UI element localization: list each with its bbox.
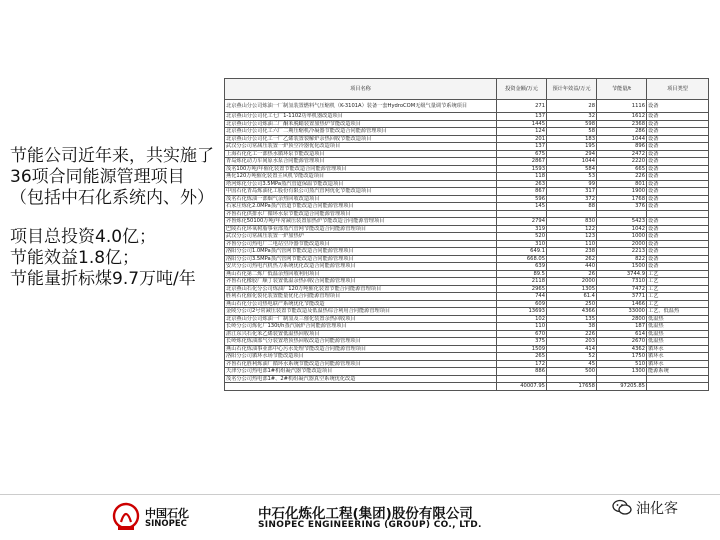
cell-energy-saving <box>597 375 647 383</box>
badge-label: 油化客 <box>636 501 678 517</box>
table-row <box>225 128 709 136</box>
cell-project-name: 齐鲁分公司热电厂二电站空冷器节能改造项目 <box>225 240 497 248</box>
cell-annual-benefit: 317 <box>547 188 597 196</box>
cell-project-type: 设备 <box>647 188 709 196</box>
cell-annual-benefit: 61.4 <box>547 293 597 301</box>
table-row <box>225 248 709 256</box>
cell-annual-benefit: 226 <box>547 330 597 338</box>
table-row <box>225 150 709 158</box>
table-row <box>225 278 709 286</box>
cell-investment: 271 <box>497 100 547 113</box>
cell-investment: 172 <box>497 360 547 368</box>
cell-project-name: 燕山石化第二炼厂低温余热回收利用项目 <box>225 270 497 278</box>
cell-investment: 145 <box>497 203 547 211</box>
cell-investment: 102 <box>497 315 547 323</box>
table-row <box>225 135 709 143</box>
cell-project-name: 北京燕山分公司炼油一厂制氢及三催化装置余热回收项目 <box>225 315 497 323</box>
summary-paragraph: 节能公司近年来，共实施了36项合同能源管理项目（包括中石化系统内、外） <box>10 146 214 208</box>
cell-energy-saving: 3744.9 <box>597 270 647 278</box>
cell-project-type: 设备 <box>647 165 709 173</box>
cell-investment: 375 <box>497 338 547 346</box>
cell-investment: 649.1 <box>497 248 547 256</box>
cell-project-name: 北京燕山石化分公司炼油厂120万吨催化装置节能合同能源管理项目 <box>225 285 497 293</box>
cell-project-type: 设备 <box>647 248 709 256</box>
table-row <box>225 300 709 308</box>
table-row <box>225 255 709 263</box>
cell-energy-saving: 2670 <box>597 338 647 346</box>
cell-energy-saving: 33000 <box>597 308 647 316</box>
cell-annual-benefit: 1044 <box>547 158 597 166</box>
cell-investment <box>497 210 547 218</box>
cell-project-type: 循环水 <box>647 353 709 361</box>
cell-annual-benefit: 52 <box>547 353 597 361</box>
cell-energy-saving: 1000 <box>597 233 647 241</box>
cell-energy-saving: 1116 <box>597 100 647 113</box>
summary-benefit: 节能效益1.8亿； <box>10 248 140 268</box>
cell-annual-benefit: 123 <box>547 233 597 241</box>
cell-energy-saving: 896 <box>597 143 647 151</box>
header-investment: 投资金额/万元 <box>497 79 547 100</box>
cell-project-name: 塔河炼化分公司3.5MPa蒸汽管道保温节能改造项目 <box>225 180 497 188</box>
cell-project-type: 设备 <box>647 263 709 271</box>
cell-energy-saving: 2213 <box>597 248 647 256</box>
cell-annual-benefit: 53 <box>547 173 597 181</box>
cell-energy-saving: 1768 <box>597 195 647 203</box>
cell-investment: 2965 <box>497 285 547 293</box>
cell-project-name: 湛江东兴石化苯乙烯装置低温热回收项目 <box>225 330 497 338</box>
header-annual-benefit: 预计年效益/万元 <box>547 79 597 100</box>
cell-investment: 1445 <box>497 120 547 128</box>
cell-project-type: 设备 <box>647 255 709 263</box>
cell-energy-saving: 286 <box>597 128 647 136</box>
cell-investment: 596 <box>497 195 547 203</box>
cell-energy-saving: 97205.85 <box>597 383 647 391</box>
cell-project-name: 北京燕山分公司化工一厂乙烯装置裂解炉余热回收节能改造项目 <box>225 135 497 143</box>
cell-energy-saving: 1044 <box>597 135 647 143</box>
cell-project-type: 设备 <box>647 128 709 136</box>
cell-energy-saving: 7310 <box>597 278 647 286</box>
cell-annual-benefit: 830 <box>547 218 597 226</box>
cell-energy-saving: 510 <box>597 360 647 368</box>
cell-project-type <box>647 383 709 391</box>
header-project-name: 项目名称 <box>225 79 497 100</box>
cell-project-type: 设备 <box>647 195 709 203</box>
cell-energy-saving: 822 <box>597 255 647 263</box>
cell-energy-saving: 376 <box>597 203 647 211</box>
cell-project-name: 茂名分公司热电部1#、2#机组凝汽器真空系统优化改造 <box>225 375 497 383</box>
cell-project-type: 低温热 <box>647 338 709 346</box>
cell-investment: 310 <box>497 240 547 248</box>
cell-project-name <box>225 383 497 391</box>
header-energy-saving: 节能量/t <box>597 79 647 100</box>
cell-project-type: 设备 <box>647 218 709 226</box>
cell-annual-benefit: 32 <box>547 113 597 121</box>
cell-energy-saving: 1900 <box>597 188 647 196</box>
cell-annual-benefit: 1305 <box>547 285 597 293</box>
table-row <box>225 293 709 301</box>
cell-project-type <box>647 210 709 218</box>
cell-energy-saving: 2368 <box>597 120 647 128</box>
cell-investment: 867 <box>497 188 547 196</box>
cell-project-name: 上海石化化工一部热水循环泵节能改造项目 <box>225 150 497 158</box>
cell-annual-benefit: 2000 <box>547 278 597 286</box>
cell-energy-saving: 1466 <box>597 300 647 308</box>
cell-project-name: 长岭分公司炼化厂130t/h蒸汽锅炉合同能源管理项目 <box>225 323 497 331</box>
cell-project-name: 齐鲁石化胜利炼油厂循环水系统节能改造合同能源管理项目 <box>225 360 497 368</box>
cell-annual-benefit: 372 <box>547 195 597 203</box>
cell-project-name: 天津分公司热电部1#机组凝汽器节能改造项目 <box>225 368 497 376</box>
table-row <box>225 195 709 203</box>
table-row <box>225 100 709 113</box>
cell-annual-benefit: 99 <box>547 180 597 188</box>
cell-investment: 520 <box>497 233 547 241</box>
cell-investment: 2794 <box>497 218 547 226</box>
cell-annual-benefit: 26 <box>547 270 597 278</box>
company-chinese-name: 中石化炼化工程(集团)股份有限公司 <box>258 506 473 522</box>
cell-annual-benefit: 38 <box>547 323 597 331</box>
cell-annual-benefit: 262 <box>547 255 597 263</box>
cell-investment: 265 <box>497 353 547 361</box>
sinopec-logo-icon <box>112 502 140 532</box>
cell-energy-saving: 1300 <box>597 368 647 376</box>
cell-investment: 1593 <box>497 165 547 173</box>
cell-energy-saving: 2800 <box>597 315 647 323</box>
cell-investment: 124 <box>497 128 547 136</box>
cell-annual-benefit: 45 <box>547 360 597 368</box>
cell-project-name: 北京燕山分公司化工六厂二期压缩机冷凝器节能改造合同能源管理项目 <box>225 128 497 136</box>
cell-investment: 886 <box>497 368 547 376</box>
table-row <box>225 120 709 128</box>
cell-project-type: 设备 <box>647 143 709 151</box>
cell-annual-benefit: 294 <box>547 150 597 158</box>
cell-energy-saving: 187 <box>597 323 647 331</box>
cell-project-name: 金陵分公司2号常减压装置节能改造及低温热综合利用合同能源管理项目 <box>225 308 497 316</box>
cell-project-type: 设备 <box>647 135 709 143</box>
cell-project-type: 设备 <box>647 240 709 248</box>
cell-annual-benefit: 4366 <box>547 308 597 316</box>
cell-annual-benefit: 195 <box>547 143 597 151</box>
cell-project-name: 齐鲁石化橡胶厂顺丁装置低温余热回收合同能源管理项目 <box>225 278 497 286</box>
table-row <box>225 233 709 241</box>
cell-annual-benefit: 135 <box>547 315 597 323</box>
table-row <box>225 173 709 181</box>
table-row <box>225 323 709 331</box>
cell-investment: 668.05 <box>497 255 547 263</box>
cell-energy-saving: 2000 <box>597 240 647 248</box>
cell-investment: 2867 <box>497 158 547 166</box>
cell-project-name: 中国石化青岛炼油化工股份有限公司蒸汽管网优化节能改造项目 <box>225 188 497 196</box>
cell-investment: 744 <box>497 293 547 301</box>
table-row <box>225 308 709 316</box>
cell-project-name: 北京燕山分公司炼油一厂制氢装置燃料气压缩机（K-3101A）装备一套HydroCOM无级气量调节系统项目 <box>225 100 497 113</box>
cell-project-type: 工艺 <box>647 285 709 293</box>
cell-annual-benefit: 584 <box>547 165 597 173</box>
cell-project-type: 低温热 <box>647 315 709 323</box>
cell-annual-benefit: 122 <box>547 225 597 233</box>
cell-project-name: 武汉分公司常减压装置一炉加热炉 <box>225 233 497 241</box>
cell-annual-benefit: 183 <box>547 135 597 143</box>
table-row <box>225 375 709 383</box>
cell-project-name: 洛阳分公司1.0MPa蒸汽管网节能改造合同能源管理项目 <box>225 248 497 256</box>
table-row <box>225 203 709 211</box>
cell-energy-saving: 1042 <box>597 225 647 233</box>
table-row <box>225 225 709 233</box>
cell-annual-benefit: 58 <box>547 128 597 136</box>
cell-project-type: 设备 <box>647 173 709 181</box>
table-row <box>225 338 709 346</box>
cell-project-type: 设备 <box>647 120 709 128</box>
cell-annual-benefit <box>547 210 597 218</box>
summary-energy-saving: 节能量折标煤9.7万吨/年 <box>10 269 196 289</box>
cell-project-name: 武汉分公司常减压装置一炉顶空冷器优化改造项目 <box>225 143 497 151</box>
cell-annual-benefit: 110 <box>547 240 597 248</box>
cell-energy-saving: 2472 <box>597 150 647 158</box>
cell-investment: 137 <box>497 113 547 121</box>
cell-investment: 1509 <box>497 345 547 353</box>
cell-project-type: 能源系统 <box>647 368 709 376</box>
cell-energy-saving: 7472 <box>597 285 647 293</box>
cell-project-type: 工艺、低温热 <box>647 308 709 316</box>
cell-energy-saving: 1612 <box>597 113 647 121</box>
cell-project-type: 工艺 <box>647 300 709 308</box>
header-project-type: 项目类型 <box>647 79 709 100</box>
cell-annual-benefit: 598 <box>547 120 597 128</box>
cell-energy-saving: 665 <box>597 165 647 173</box>
cell-investment: 137 <box>497 143 547 151</box>
cell-project-type: 设备 <box>647 225 709 233</box>
table-row <box>225 180 709 188</box>
cell-project-type: 设备 <box>647 203 709 211</box>
cell-project-type <box>647 375 709 383</box>
cell-energy-saving: 226 <box>597 173 647 181</box>
table-row <box>225 383 709 391</box>
cell-annual-benefit: 414 <box>547 345 597 353</box>
cell-annual-benefit: 28 <box>547 100 597 113</box>
cell-investment: 89.5 <box>497 270 547 278</box>
company-english-name: SINOPEC ENGINEERING (GROUP) CO., LTD. <box>258 520 482 530</box>
cell-investment: 118 <box>497 173 547 181</box>
table-row <box>225 188 709 196</box>
cell-project-name: 燕山石化炼油事业部中心污水处理节能改造合同能源管理项目 <box>225 345 497 353</box>
cell-investment: 670 <box>497 330 547 338</box>
cell-project-type: 设备 <box>647 158 709 166</box>
cell-project-name: 茂名100万吨/年催化装置节能改造合同能源管理项目 <box>225 165 497 173</box>
cell-project-name: 洛阳分公司3.5MPa蒸汽管网节能改造合同能源管理项目 <box>225 255 497 263</box>
cell-project-name: 胜利石化催化裂化装置能量优化合同能源管理项目 <box>225 293 497 301</box>
cell-annual-benefit: 500 <box>547 368 597 376</box>
cell-project-name: 长岭炼化炼油部气分装置塔顶热回收改造合同能源管理项目 <box>225 338 497 346</box>
table-row <box>225 143 709 151</box>
project-table <box>224 78 709 391</box>
table-row <box>225 270 709 278</box>
cell-annual-benefit: 250 <box>547 300 597 308</box>
cell-energy-saving: 4362 <box>597 345 647 353</box>
cell-project-name: 齐鲁炼化50100万吨/年常减压装置加热炉节能改造合同能源管理项目 <box>225 218 497 226</box>
cell-energy-saving <box>597 210 647 218</box>
cell-project-type: 设备 <box>647 100 709 113</box>
cell-project-name: 石家庄炼化2.0MPa蒸汽管道节能改造合同能源管理项目 <box>225 203 497 211</box>
table-row <box>225 113 709 121</box>
table-row <box>225 330 709 338</box>
table-row <box>225 315 709 323</box>
logo-chinese-name: 中国石化 <box>145 507 189 520</box>
cell-investment: 40007.95 <box>497 383 547 391</box>
cell-annual-benefit: 440 <box>547 263 597 271</box>
cell-project-type: 工艺 <box>647 270 709 278</box>
cell-investment: 110 <box>497 323 547 331</box>
cell-project-type: 设备 <box>647 233 709 241</box>
cell-project-type: 循环水 <box>647 360 709 368</box>
cell-project-type: 低温热 <box>647 323 709 331</box>
cell-project-name: 茂名石化炼油一部烟气余热回收改造项目 <box>225 195 497 203</box>
cell-project-type: 工艺 <box>647 293 709 301</box>
cell-project-name: 安庆分公司热电汽机热力系统优化改造合同能源管理项目 <box>225 263 497 271</box>
cell-project-name: 北京燕山分公司化工七厂1-1102功率机器改造项目 <box>225 113 497 121</box>
cell-energy-saving: 2220 <box>597 158 647 166</box>
table-row <box>225 353 709 361</box>
cell-project-name: 青岛炼化动力车间原水泵合同能源管理项目 <box>225 158 497 166</box>
cell-project-type: 设备 <box>647 113 709 121</box>
summary-text-block <box>10 146 215 290</box>
cell-project-type: 工艺 <box>647 278 709 286</box>
cell-investment: 319 <box>497 225 547 233</box>
cell-project-type: 设备 <box>647 180 709 188</box>
table-row <box>225 218 709 226</box>
cell-energy-saving: 1500 <box>597 263 647 271</box>
cell-project-name: 燕化120万吨催化装置主风机节能改造项目 <box>225 173 497 181</box>
cell-annual-benefit <box>547 375 597 383</box>
table-row <box>225 240 709 248</box>
table-row <box>225 345 709 353</box>
table-row <box>225 158 709 166</box>
cell-project-type: 循环水 <box>647 345 709 353</box>
table-row <box>225 360 709 368</box>
cell-project-name: 齐鲁石化供排水厂循环水泵节能改造合同能源管理项目 <box>225 210 497 218</box>
cell-investment: 13693 <box>497 308 547 316</box>
cell-investment: 263 <box>497 180 547 188</box>
cell-project-name: 北京燕山分公司炼油二厂酮苯脱蜡装置加热炉节能改造项目 <box>225 120 497 128</box>
summary-investment: 项目总投资4.0亿； <box>10 227 157 247</box>
cell-energy-saving: 614 <box>597 330 647 338</box>
cell-project-name: 燕山石化分公司热电联产系统优化节能改造 <box>225 300 497 308</box>
cell-investment <box>497 375 547 383</box>
cell-annual-benefit: 238 <box>547 248 597 256</box>
logo-english-name: SINOPEC <box>145 519 187 529</box>
table-row <box>225 263 709 271</box>
table-row <box>225 285 709 293</box>
cell-investment: 639 <box>497 263 547 271</box>
cell-annual-benefit: 17658 <box>547 383 597 391</box>
cell-annual-benefit: 88 <box>547 203 597 211</box>
cell-energy-saving: 3771 <box>597 293 647 301</box>
table-body <box>225 100 709 391</box>
cell-annual-benefit: 203 <box>547 338 597 346</box>
cell-energy-saving: 801 <box>597 180 647 188</box>
cell-project-name: 洛阳分公司循环水场节能改造项目 <box>225 353 497 361</box>
cell-energy-saving: 1750 <box>597 353 647 361</box>
cell-investment: 609 <box>497 300 547 308</box>
project-table-container <box>224 78 708 391</box>
cell-project-type: 设备 <box>647 150 709 158</box>
table-header-row <box>225 79 709 100</box>
cell-project-type: 低温热 <box>647 330 709 338</box>
cell-energy-saving: 5423 <box>597 218 647 226</box>
cell-investment: 201 <box>497 135 547 143</box>
table-row <box>225 165 709 173</box>
cell-investment: 675 <box>497 150 547 158</box>
cell-project-name: 巴陵石化环氧树脂事业部蒸汽管网节能改造合同能源管理项目 <box>225 225 497 233</box>
cell-investment: 2118 <box>497 278 547 286</box>
table-row <box>225 368 709 376</box>
wechat-icon <box>612 499 632 516</box>
table-row <box>225 210 709 218</box>
